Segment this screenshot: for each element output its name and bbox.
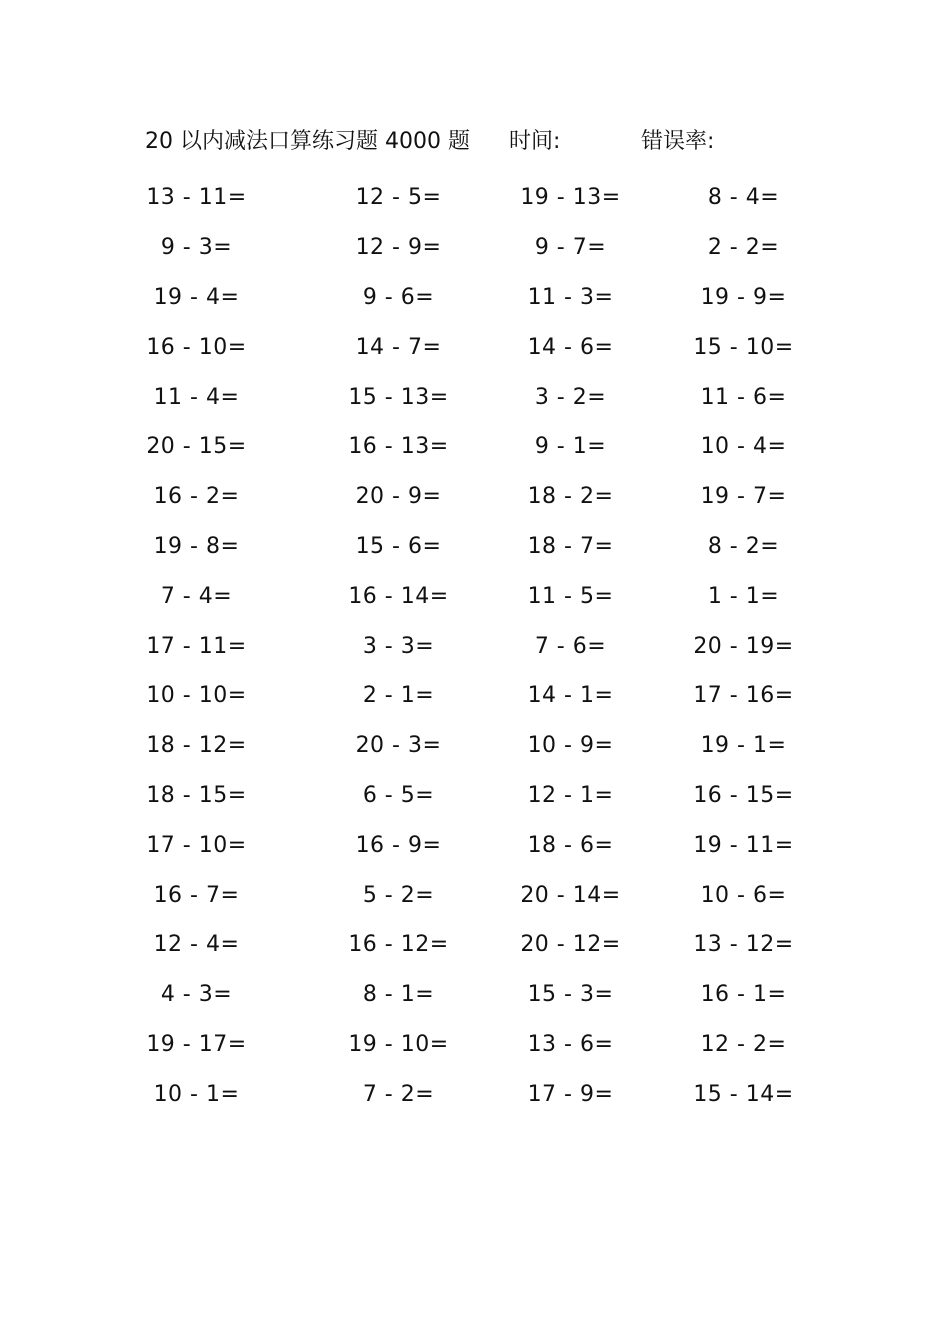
- problem-item: 7 - 4=: [160, 583, 233, 609]
- problem-item: 16 - 15=: [693, 782, 794, 808]
- problem-item: 4 - 3=: [160, 982, 233, 1008]
- problem-item: 1 - 1=: [707, 583, 780, 609]
- problem-item: 19 - 4=: [153, 284, 240, 310]
- problem-item: 15 - 13=: [348, 384, 449, 410]
- problem-item: 12 - 1=: [527, 782, 614, 808]
- problem-item: 16 - 9=: [355, 832, 442, 858]
- problem-row: [130, 820, 810, 870]
- problem-item: 20 - 12=: [520, 932, 621, 958]
- problem-item: 10 - 9=: [527, 733, 614, 759]
- problem-row: [130, 771, 810, 821]
- problem-item: 15 - 3=: [527, 982, 614, 1008]
- problem-item: 10 - 10=: [146, 683, 247, 709]
- problem-item: 12 - 9=: [355, 235, 442, 261]
- problem-item: 16 - 1=: [700, 982, 787, 1008]
- problem-item: 2 - 1=: [362, 683, 435, 709]
- problem-row: [130, 920, 810, 970]
- problem-row: [130, 422, 810, 472]
- problem-item: 11 - 3=: [527, 284, 614, 310]
- problem-item: 13 - 12=: [693, 932, 794, 958]
- problem-item: 16 - 12=: [348, 932, 449, 958]
- problem-item: 19 - 11=: [693, 832, 794, 858]
- problem-item: 9 - 7=: [534, 235, 607, 261]
- problem-item: 8 - 1=: [362, 982, 435, 1008]
- problem-item: 16 - 14=: [348, 583, 449, 609]
- problem-row: [130, 322, 810, 372]
- problem-item: 10 - 1=: [153, 1081, 240, 1107]
- problem-item: 20 - 19=: [693, 633, 794, 659]
- problem-item: 19 - 7=: [700, 484, 787, 510]
- problem-item: 20 - 14=: [520, 882, 621, 908]
- problem-item: 18 - 7=: [527, 533, 614, 559]
- problem-item: 3 - 3=: [362, 633, 435, 659]
- problem-row: [130, 870, 810, 920]
- problem-item: 9 - 6=: [362, 284, 435, 310]
- problem-item: 19 - 13=: [520, 185, 621, 211]
- worksheet-header: [145, 124, 805, 160]
- problem-row: [130, 472, 810, 522]
- time-label: 时间:: [509, 129, 561, 154]
- problem-row: [130, 173, 810, 223]
- problem-row: [130, 970, 810, 1020]
- problem-item: 17 - 11=: [146, 633, 247, 659]
- problem-item: 6 - 5=: [362, 782, 435, 808]
- problem-item: 19 - 1=: [700, 733, 787, 759]
- problem-row: [130, 1020, 810, 1070]
- problem-item: 2 - 2=: [707, 235, 780, 261]
- problem-item: 18 - 15=: [146, 782, 247, 808]
- problem-row: [130, 671, 810, 721]
- problem-item: 18 - 6=: [527, 832, 614, 858]
- problem-item: 17 - 10=: [146, 832, 247, 858]
- problem-row: [130, 1069, 810, 1119]
- problem-item: 19 - 17=: [146, 1031, 247, 1057]
- problem-item: 17 - 16=: [693, 683, 794, 709]
- problem-item: 14 - 6=: [527, 334, 614, 360]
- problem-item: 7 - 6=: [534, 633, 607, 659]
- problem-item: 16 - 13=: [348, 434, 449, 460]
- problem-item: 10 - 6=: [700, 882, 787, 908]
- problem-row: [130, 621, 810, 671]
- problem-item: 11 - 6=: [700, 384, 787, 410]
- problem-item: 16 - 10=: [146, 334, 247, 360]
- problem-item: 13 - 11=: [146, 185, 247, 211]
- problem-item: 17 - 9=: [527, 1081, 614, 1107]
- problem-item: 12 - 2=: [700, 1031, 787, 1057]
- problem-item: 10 - 4=: [700, 434, 787, 460]
- problem-item: 13 - 6=: [527, 1031, 614, 1057]
- problem-item: 16 - 2=: [153, 484, 240, 510]
- problem-item: 8 - 2=: [707, 533, 780, 559]
- problem-row: [130, 522, 810, 572]
- problem-item: 9 - 3=: [160, 235, 233, 261]
- problem-item: 3 - 2=: [534, 384, 607, 410]
- error-rate-label: 错误率:: [641, 129, 715, 154]
- problem-item: 14 - 1=: [527, 683, 614, 709]
- problem-item: 15 - 10=: [693, 334, 794, 360]
- problem-item: 7 - 2=: [362, 1081, 435, 1107]
- problem-row: [130, 372, 810, 422]
- problem-item: 8 - 4=: [707, 185, 780, 211]
- problem-item: 15 - 6=: [355, 533, 442, 559]
- problem-item: 5 - 2=: [362, 882, 435, 908]
- problem-grid: [130, 173, 810, 1119]
- problem-item: 20 - 9=: [355, 484, 442, 510]
- problem-row: [130, 273, 810, 323]
- problem-item: 9 - 1=: [534, 434, 607, 460]
- problem-item: 12 - 5=: [355, 185, 442, 211]
- problem-item: 16 - 7=: [153, 882, 240, 908]
- problem-item: 11 - 5=: [527, 583, 614, 609]
- problem-item: 18 - 12=: [146, 733, 247, 759]
- problem-item: 15 - 14=: [693, 1081, 794, 1107]
- problem-item: 20 - 3=: [355, 733, 442, 759]
- problem-item: 19 - 8=: [153, 533, 240, 559]
- problem-item: 20 - 15=: [146, 434, 247, 460]
- worksheet-title: 20 以内减法口算练习题 4000 题: [145, 129, 470, 154]
- problem-item: 19 - 9=: [700, 284, 787, 310]
- problem-item: 18 - 2=: [527, 484, 614, 510]
- problem-row: [130, 223, 810, 273]
- problem-item: 11 - 4=: [153, 384, 240, 410]
- problem-row: [130, 721, 810, 771]
- problem-item: 12 - 4=: [153, 932, 240, 958]
- problem-row: [130, 571, 810, 621]
- problem-item: 14 - 7=: [355, 334, 442, 360]
- problem-item: 19 - 10=: [348, 1031, 449, 1057]
